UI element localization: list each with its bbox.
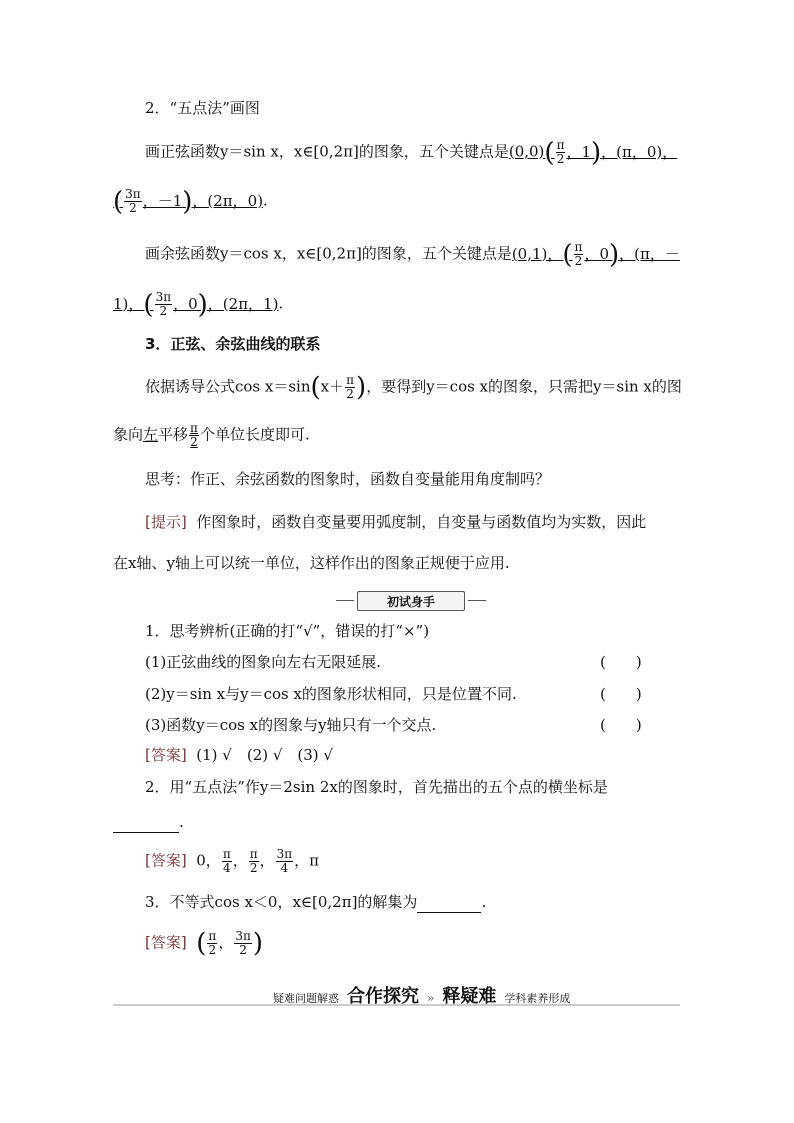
footer-title-b: 释疑难 [442,986,497,1007]
fraction: $\frac{3\pi}{2}$ [125,187,141,215]
footer-title-a: 合作探究 [347,986,419,1007]
answer-tag: [答案] [145,746,187,764]
sine-points-line-2: ( $\frac{3\pi}{2}$ ，－1)，(2π，0). [113,186,268,217]
footer-divider [113,1004,680,1006]
practice-q2-blank: . [113,810,184,833]
hint-line-2: 在x轴、y轴上可以统一单位，这样作出的图象正规便于应用. [113,554,510,572]
q1-item-3: (3)函数y＝cos x的图象与y轴只有一个交点. [145,716,437,734]
q2-answer: [答案] 0， $\frac{\pi}{4}$ ， $\frac{\pi}{2}$ ， $\frac{3\pi}{4}$ ，π [145,847,320,875]
section-banner: 初试身手 [357,591,465,611]
fraction: $\frac{\pi}{2}$ [208,929,217,957]
practice-q3: 3．不等式cos x＜0，x∈[0,2π]的解集为 . [145,890,486,913]
fraction: $\frac{\pi}{2}$ [190,421,198,449]
q1-item-2-blank: ( ) [600,685,642,703]
practice-q1: 1．思考辨析(正确的打“√”，错误的打“×”) [145,622,430,640]
answer-tag: [答案] [145,851,187,870]
practice-q2: 2．用“五点法”作y＝2sin 2x的图象时，首先描出的五个点的横坐标是 [145,778,608,796]
fraction: $\frac{\pi}{2}$ [556,138,565,166]
sine-points-line: 画正弦函数y＝sin x，x∈[0,2π]的图象，五个关键点是(0,0)( $\frac{\pi}{2}$ ，1)，(π，0)， [145,137,678,168]
q1-item-2: (2)y＝sin x与y＝cos x的图象形状相同，只是位置不同. [145,685,517,703]
fraction: $\frac{\pi}{4}$ [222,847,231,875]
fraction: $\frac{\pi}{2}$ [346,373,355,401]
footer-right-caption: 学科素养形成 [504,992,571,1005]
think-question: 思考：作正、余弦函数的图象时，函数自变量能用角度制吗？ [145,470,551,488]
q1-item-3-blank: ( ) [600,716,642,734]
q1-answer: [答案] (1) √ (2) √ (3) √ [145,746,333,764]
cos-points-line: 画余弦函数y＝cos x，x∈[0,2π]的图象，五个关键点是(0,1)，( $\frac{\pi}{2}$ ，0)，(π，－ [145,239,680,270]
chevron-right-icon: » [427,991,435,1005]
hint-line-1: [提示] 作图象时，函数自变量要用弧度制，自变量与函数值均为实数，因此 [145,513,647,531]
fraction: $\frac{3\pi}{2}$ [235,929,251,957]
answer-blank [417,890,481,913]
answer-blank [113,810,179,833]
induction-formula-line: 依据诱导公式cos x＝sin(x＋ $\frac{\pi}{2}$ )，要得到y＝cos x的图象，只需把y＝sin x的图 [145,372,682,403]
fraction: $\frac{3\pi}{4}$ [276,847,293,875]
fraction: $\frac{3\pi}{2}$ [155,290,172,318]
fraction: $\frac{\pi}{2}$ [574,240,583,268]
footer-left-caption: 疑难问题解惑 [273,992,339,1005]
q3-answer: [答案] ( $\frac{\pi}{2}$ ， $\frac{3\pi}{2}$ ) [145,928,264,959]
section-3-title: 3．正弦、余弦曲线的联系 [145,335,321,353]
q1-item-1-blank: ( ) [600,653,642,671]
q1-item-1: (1)正弦曲线的图象向左右无限延展. [145,653,382,671]
cos-points-line-2: 1)，( $\frac{3\pi}{2}$ ，0)，(2π，1). [113,289,284,320]
section-2-title: 2．“五点法”画图 [145,99,260,117]
section-footer-banner [113,982,680,1005]
answer-tag: [答案] [145,933,187,952]
fraction: $\frac{\pi}{2}$ [249,847,258,875]
hint-tag: [提示] [145,513,187,531]
shift-line: 象向左平移 $\frac{\pi}{2}$ 个单位长度即可. [113,421,310,449]
